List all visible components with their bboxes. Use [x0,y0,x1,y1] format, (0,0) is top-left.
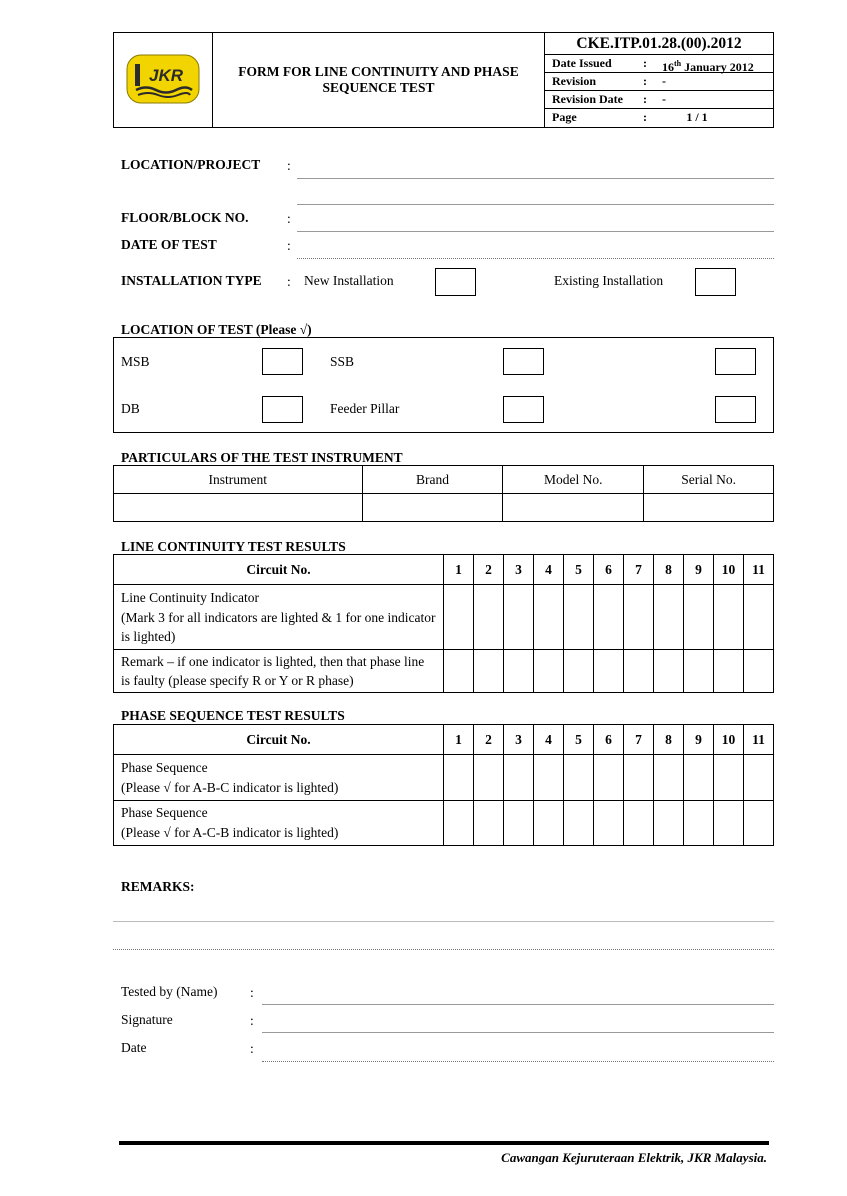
result-cell[interactable] [564,650,594,693]
meta-revision-date [545,91,773,109]
circuit-number: 3 [504,725,534,755]
circuit-number: 4 [534,725,564,755]
result-cell[interactable] [744,650,774,693]
circuit-no-header: Circuit No. [114,725,444,755]
result-cell[interactable] [474,650,504,693]
document-meta [545,33,773,127]
result-cell[interactable] [444,755,474,801]
phase-sequence-title: PHASE SEQUENCE TEST RESULTS [121,708,345,723]
logo-text: JKR [148,66,184,85]
serial-cell[interactable] [644,494,774,522]
table-row [114,494,774,522]
phase-sequence-table [113,724,774,846]
circuit-number: 10 [714,555,744,585]
result-cell[interactable] [594,801,624,846]
meta-page [545,109,773,127]
result-cell[interactable] [624,801,654,846]
feeder-pillar-label: Feeder Pillar [330,401,400,416]
tested-by-label: Tested by (Name) [121,984,218,999]
row-label: Phase Sequence [121,759,208,775]
circuit-number: 9 [684,725,714,755]
colon: : [287,238,291,253]
serial-col-header: Serial No. [644,466,774,494]
result-cell[interactable] [504,650,534,693]
brand-cell[interactable] [362,494,503,522]
result-cell[interactable] [714,801,744,846]
ssb-checkbox[interactable] [503,348,544,375]
result-cell[interactable] [654,755,684,801]
existing-installation-label: Existing Installation [554,273,664,288]
new-installation-checkbox[interactable] [435,268,476,296]
phase-sequence-acb-cell [114,801,444,846]
date-line[interactable] [262,1061,774,1062]
instrument-table [113,465,774,522]
line-continuity-indicator-cell [114,585,444,650]
remarks-label: REMARKS: [121,879,195,894]
row-label: Phase Sequence [121,805,208,820]
result-cell[interactable] [684,801,714,846]
remarks-line-1[interactable] [113,921,774,922]
circuit-no-header: Circuit No. [114,555,444,585]
table-header-row [114,555,774,585]
circuit-number: 3 [504,555,534,585]
circuit-number: 11 [744,725,774,755]
circuit-number: 2 [474,555,504,585]
new-installation-label: New Installation [304,273,394,288]
location-of-test-box [113,337,774,433]
location-of-test-title: LOCATION OF TEST (Please √) [121,322,312,337]
colon: : [250,1013,254,1028]
table-row [114,585,774,650]
location-project-line-2[interactable] [297,204,774,205]
instrument-cell[interactable] [114,494,363,522]
msb-checkbox[interactable] [262,348,303,375]
footer-text: Cawangan Kejuruteraan Elektrik, JKR Malaysia. [501,1150,767,1165]
circuit-number: 1 [444,555,474,585]
tested-by-line[interactable] [262,1004,774,1005]
installation-type-label: INSTALLATION TYPE [121,273,262,288]
location-project-label: LOCATION/PROJECT [121,157,261,172]
result-cell[interactable] [624,650,654,693]
table-row [114,755,774,801]
meta-value: - [662,92,666,106]
result-cell[interactable] [504,585,534,650]
existing-installation-checkbox[interactable] [695,268,736,296]
table-header-row [114,725,774,755]
floor-block-line[interactable] [297,231,774,232]
date-of-test-line[interactable] [297,258,774,259]
result-cell[interactable] [534,585,564,650]
meta-colon: : [643,56,647,70]
circuit-number: 5 [564,725,594,755]
form-title: FORM FOR LINE CONTINUITY AND PHASE SEQUENCE TEST [213,33,545,127]
circuit-number: 5 [564,555,594,585]
result-cell[interactable] [504,755,534,801]
result-cell[interactable] [504,801,534,846]
circuit-number: 1 [444,725,474,755]
instrument-col-header: Instrument [114,466,363,494]
meta-revision [545,73,773,91]
result-cell[interactable] [444,650,474,693]
result-cell[interactable] [684,755,714,801]
circuit-number: 8 [654,555,684,585]
model-cell[interactable] [503,494,644,522]
floor-block-label: FLOOR/BLOCK NO. [121,210,249,225]
result-cell[interactable] [714,650,744,693]
result-cell[interactable] [474,585,504,650]
circuit-number: 9 [684,555,714,585]
colon: : [250,1041,254,1056]
extra-checkbox-2[interactable] [715,396,756,423]
result-cell[interactable] [684,650,714,693]
db-label: DB [121,401,140,416]
circuit-number: 6 [594,555,624,585]
signature-label: Signature [121,1012,173,1027]
circuit-number: 7 [624,725,654,755]
meta-value: 16th January 2012 [662,59,754,74]
circuit-number: 2 [474,725,504,755]
circuit-number: 8 [654,725,684,755]
location-project-line-1[interactable] [297,178,774,179]
meta-date-issued [545,55,773,73]
db-checkbox[interactable] [262,396,303,423]
result-cell[interactable] [474,801,504,846]
result-cell[interactable] [564,585,594,650]
remark-cell: Remark – if one indicator is lighted, then that phase line is faulty (please specify R or Y or R phase) [114,650,444,693]
result-cell[interactable] [594,585,624,650]
signature-line[interactable] [262,1032,774,1033]
meta-value: 1 / 1 [686,110,708,124]
ssb-label: SSB [330,354,355,369]
extra-checkbox-1[interactable] [715,348,756,375]
jkr-logo-icon [126,54,200,104]
result-cell[interactable] [624,585,654,650]
meta-colon: : [643,110,647,124]
meta-key: Revision Date [552,92,623,106]
colon: : [250,985,254,1000]
colon: : [287,158,291,173]
logo-cell [114,33,213,127]
circuit-number: 10 [714,725,744,755]
result-cell[interactable] [594,650,624,693]
result-cell[interactable] [564,755,594,801]
table-row [114,801,774,846]
result-cell[interactable] [744,585,774,650]
meta-colon: : [643,74,647,88]
row-note: (Mark 3 for all indicators are lighted & 1 for one indicator is lighted) [121,610,436,644]
date-label: Date [121,1040,147,1055]
form-header [113,32,774,128]
meta-key: Revision [552,74,597,88]
result-cell[interactable] [654,650,684,693]
row-note: (Please √ for A-C-B indicator is lighted) [121,825,339,840]
result-cell[interactable] [654,801,684,846]
remarks-line-2[interactable] [113,949,774,950]
result-cell[interactable] [534,801,564,846]
model-col-header: Model No. [503,466,644,494]
date-of-test-label: DATE OF TEST [121,237,217,252]
result-cell[interactable] [744,801,774,846]
meta-key: Date Issued [552,56,612,70]
row-label: Line Continuity Indicator [121,590,259,605]
document-code: CKE.ITP.01.28.(00).2012 [545,33,773,55]
footer-rule [119,1141,769,1145]
result-cell[interactable] [534,755,564,801]
meta-colon: : [643,92,647,106]
line-continuity-title: LINE CONTINUITY TEST RESULTS [121,539,346,554]
result-cell[interactable] [474,755,504,801]
result-cell[interactable] [444,801,474,846]
msb-label: MSB [121,354,150,369]
phase-sequence-abc-cell [114,755,444,801]
feeder-pillar-checkbox[interactable] [503,396,544,423]
brand-col-header: Brand [362,466,503,494]
result-cell[interactable] [564,801,594,846]
row-note: (Please √ for A-B-C indicator is lighted) [121,779,339,795]
table-row [114,650,774,693]
circuit-number: 11 [744,555,774,585]
result-cell[interactable] [594,755,624,801]
line-continuity-table [113,554,774,693]
result-cell[interactable] [624,755,654,801]
result-cell[interactable] [744,755,774,801]
circuit-number: 4 [534,555,564,585]
result-cell[interactable] [654,585,684,650]
colon: : [287,211,291,226]
result-cell[interactable] [534,650,564,693]
circuit-number: 7 [624,555,654,585]
result-cell[interactable] [684,585,714,650]
meta-key: Page [552,110,577,124]
result-cell[interactable] [444,585,474,650]
colon: : [287,274,291,289]
table-header-row [114,466,774,494]
instrument-title: PARTICULARS OF THE TEST INSTRUMENT [121,450,403,465]
circuit-number: 6 [594,725,624,755]
result-cell[interactable] [714,585,744,650]
result-cell[interactable] [714,755,744,801]
meta-value: - [662,74,666,88]
